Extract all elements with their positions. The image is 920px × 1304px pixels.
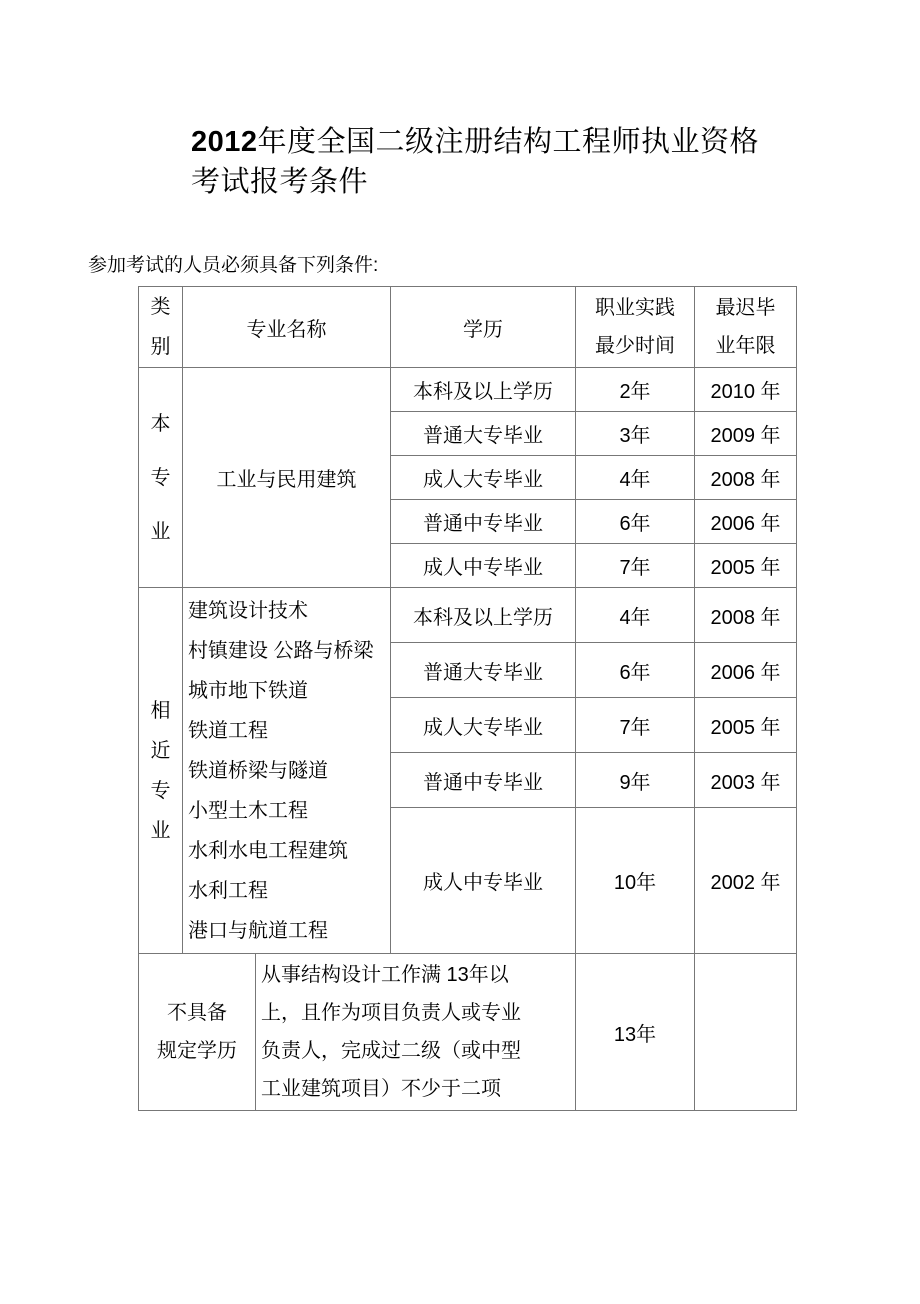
header-major-name: 专业名称 xyxy=(183,287,391,368)
cell-major-name-list xyxy=(183,588,391,954)
cell-graduation-year: 2003 年 xyxy=(695,753,797,808)
cell-education: 本科及以上学历 xyxy=(391,368,576,412)
cell-education: 普通大专毕业 xyxy=(391,412,576,456)
cell-practice-years: 4年 xyxy=(576,456,695,500)
major-list: 建筑设计技术 村镇建设 公路与桥梁 城市地下铁道 铁道工程 铁道桥梁与隧道 小型土木工程 水利水电工程建筑 水利工程 港口与航道工程 xyxy=(188,599,374,942)
cell-education: 普通大专毕业 xyxy=(391,643,576,698)
title-line-2: 考试报考条件 xyxy=(191,166,369,198)
cell-education: 成人中专毕业 xyxy=(391,544,576,588)
cell-education: 普通中专毕业 xyxy=(391,500,576,544)
intro-text: 参加考试的人员必须具备下列条件: xyxy=(88,255,379,276)
cell-experience-description: 从事结构设计工作满 13年以上，且作为项目负责人或专业负责人，完成过二级（或中型工业建筑项目）不少于二项 xyxy=(256,954,576,1111)
cell-graduation-year: 2005 年 xyxy=(695,544,797,588)
requirements-table xyxy=(138,286,797,1111)
cell-graduation-year: 2006 年 xyxy=(695,643,797,698)
cell-education: 成人中专毕业 xyxy=(391,808,576,954)
cell-practice-years: 3年 xyxy=(576,412,695,456)
cell-education: 成人大专毕业 xyxy=(391,456,576,500)
cell-graduation-year xyxy=(695,954,797,1111)
cell-education: 普通中专毕业 xyxy=(391,753,576,808)
header-graduation-limit: 最迟毕 业年限 xyxy=(695,287,797,368)
table-row xyxy=(139,368,797,412)
header-education: 学历 xyxy=(391,287,576,368)
cell-graduation-year: 2008 年 xyxy=(695,588,797,643)
table-header-row xyxy=(139,287,797,368)
cell-practice-years: 6年 xyxy=(576,643,695,698)
header-practice-time: 职业实践 最少时间 xyxy=(576,287,695,368)
cell-category-related-major: 相近专业 xyxy=(139,588,183,954)
title-line-1 xyxy=(191,122,759,162)
table-row xyxy=(139,954,797,1111)
table-row xyxy=(139,588,797,643)
cell-practice-years: 13年 xyxy=(576,954,695,1111)
cell-category-no-degree: 不具备 规定学历 xyxy=(139,954,256,1111)
cell-graduation-year: 2010 年 xyxy=(695,368,797,412)
cell-practice-years: 2年 xyxy=(576,368,695,412)
cell-graduation-year: 2006 年 xyxy=(695,500,797,544)
cell-graduation-year: 2002 年 xyxy=(695,808,797,954)
cell-graduation-year: 2008 年 xyxy=(695,456,797,500)
title-line1-text: 年度全国二级注册结构工程师执业资格 xyxy=(257,126,760,158)
header-category: 类别 xyxy=(139,287,183,368)
cell-category-own-major: 本专业 xyxy=(139,368,183,588)
cell-education: 成人大专毕业 xyxy=(391,698,576,753)
cell-practice-years: 7年 xyxy=(576,544,695,588)
cell-practice-years: 7年 xyxy=(576,698,695,753)
page-title xyxy=(191,122,759,202)
cell-education: 本科及以上学历 xyxy=(391,588,576,643)
cell-major-name: 工业与民用建筑 xyxy=(183,368,391,588)
title-year: 2012 xyxy=(191,126,258,158)
cell-graduation-year: 2009 年 xyxy=(695,412,797,456)
cell-practice-years: 6年 xyxy=(576,500,695,544)
cell-practice-years: 9年 xyxy=(576,753,695,808)
cell-practice-years: 10年 xyxy=(576,808,695,954)
cell-practice-years: 4年 xyxy=(576,588,695,643)
cell-graduation-year: 2005 年 xyxy=(695,698,797,753)
